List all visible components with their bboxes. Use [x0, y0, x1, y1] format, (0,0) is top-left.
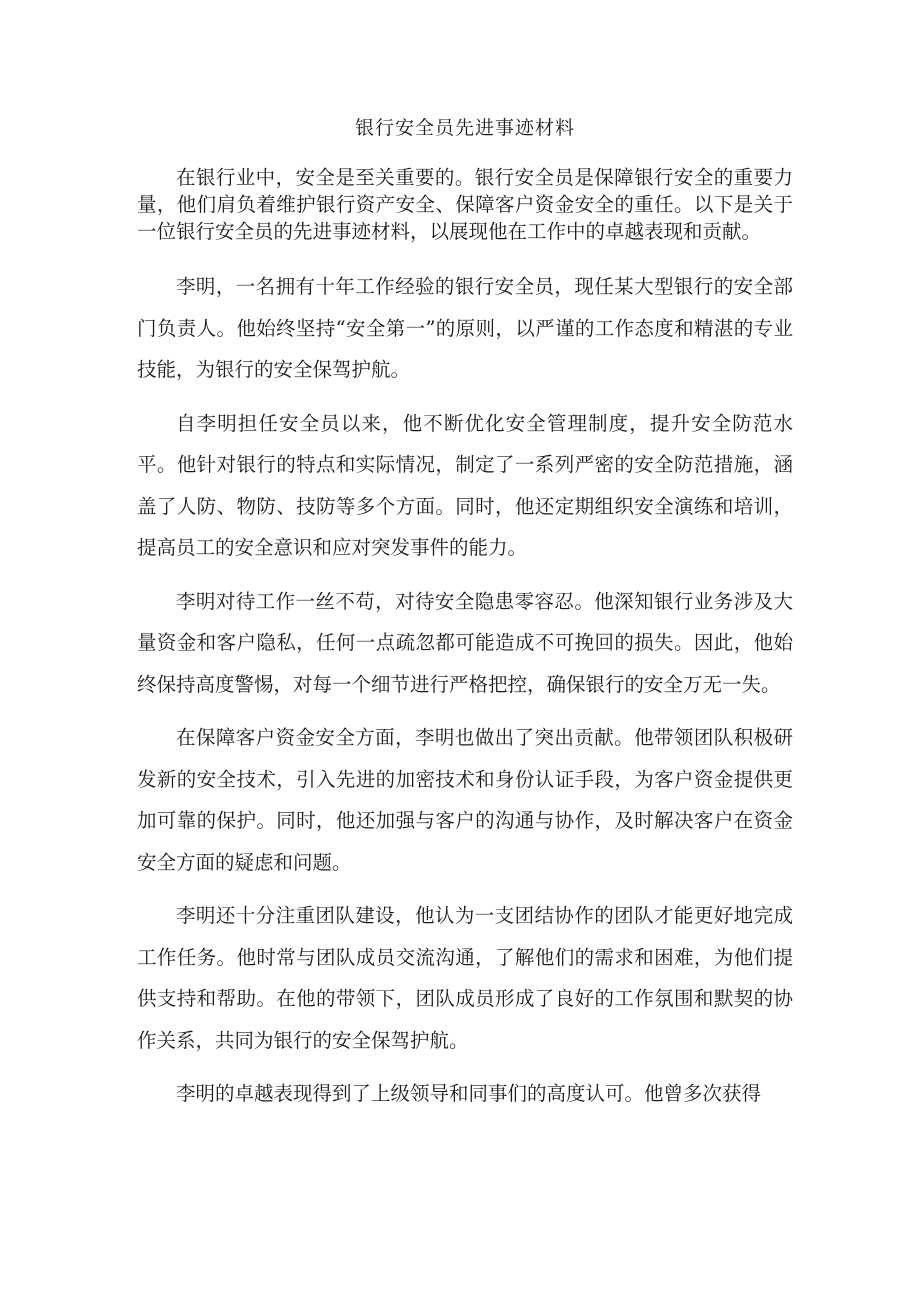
paragraph-teamwork: 李明还十分注重团队建设，他认为一支团结协作的团队才能更好地完成工作任务。他时常与团队成员交流沟通，了解他们的需求和困难，为他们提供支持和帮助。在他的带领下，团队成员形成了良好的工作氛围和默契的协作关系，共同为银行的安全保驾护航。 [137, 904, 793, 1052]
paragraph-profile: 李明，一名拥有十年工作经验的银行安全员，现任某大型银行的安全部门负责人。他始终坚持“安全第一”的原则，以严谨的工作态度和精湛的专业技能，为银行的安全保驾护航。 [137, 275, 793, 381]
paragraph-management: 自李明担任安全员以来，他不断优化安全管理制度，提升安全防范水平。他针对银行的特点和实际情况，制定了一系列严密的安全防范措施，涵盖了人防、物防、技防等多个方面。同时，他还定期组织安全演练和培训，提高员工的安全意识和应对突发事件的能力。 [137, 411, 793, 559]
paragraph-client-funds: 在保障客户资金安全方面，李明也做出了突出贡献。他带领团队积极研发新的安全技术，引入先进的加密技术和身份认证手段，为客户资金提供更加可靠的保护。同时，他还加强与客户的沟通与协作，及时解决客户在资金安全方面的疑虑和问题。 [137, 726, 793, 874]
paragraph-recognition: 李明的卓越表现得到了上级领导和同事们的高度认可。他曾多次获得 [176, 1082, 762, 1105]
paragraph-diligence: 李明对待工作一丝不苟，对待安全隐患零容忍。他深知银行业务涉及大量资金和客户隐私，任何一点疏忽都可能造成不可挽回的损失。因此，他始终保持高度警惕，对每一个细节进行严格把控，确保银行的安全万无一失。 [137, 589, 793, 696]
document-title: 银行安全员先进事迹材料 [354, 117, 575, 139]
paragraph-intro: 在银行业中，安全是至关重要的。银行安全员是保障银行安全的重要力量，他们肩负着维护银行资产安全、保障客户资金安全的重任。以下是关于一位银行安全员的先进事迹材料，以展现他在工作中的卓越表现和贡献。 [137, 166, 793, 243]
